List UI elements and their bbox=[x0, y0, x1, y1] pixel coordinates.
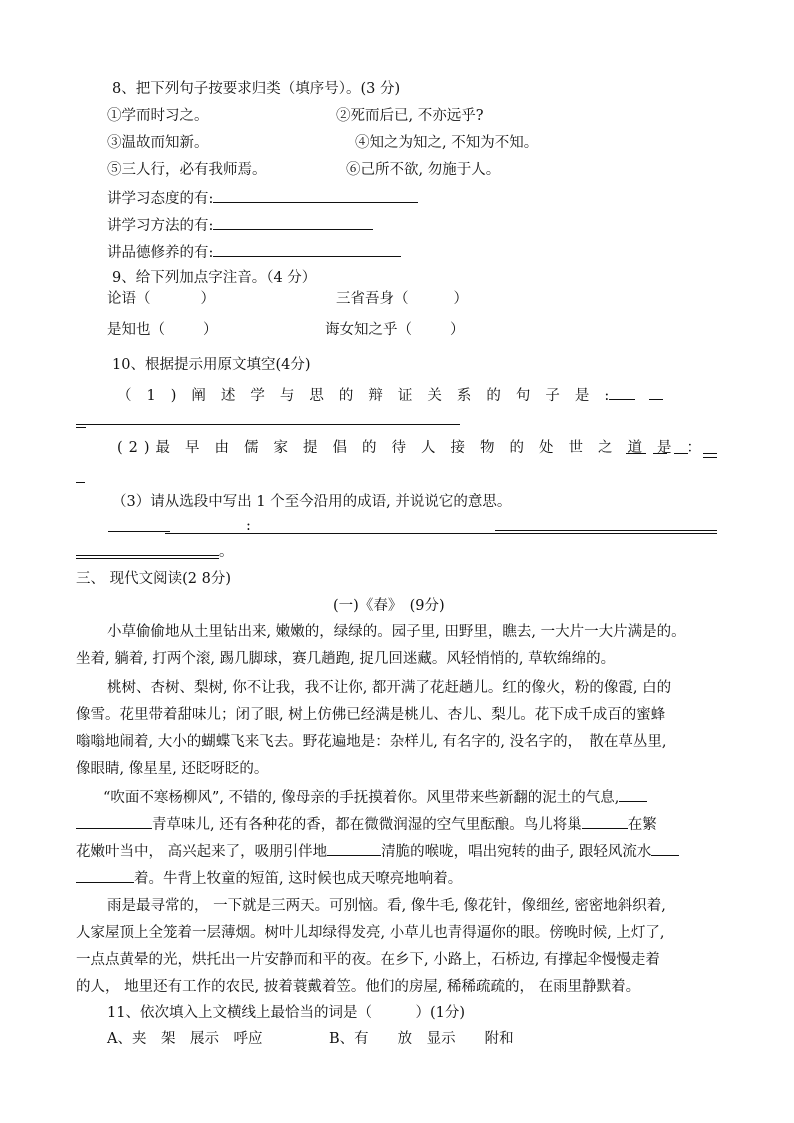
q8-answer-virtue[interactable] bbox=[213, 241, 401, 257]
q8-answer-method[interactable] bbox=[213, 214, 373, 230]
q9-word-3-close: ） bbox=[203, 322, 218, 338]
q8-item-2: ②死而后已, 不亦远乎? bbox=[336, 108, 484, 124]
q10-part1-colon: : bbox=[604, 388, 610, 404]
section3-subtitle: (一)《春》 (9分) bbox=[333, 598, 445, 614]
q8-category-attitude bbox=[107, 187, 418, 209]
blank-3[interactable] bbox=[327, 840, 381, 856]
q9-word-4-close: ） bbox=[450, 322, 465, 338]
passage-p1-line2: 坐着, 躺着, 打两个滚, 踢几脚球，赛几趟跑, 捉几回迷藏。风轻悄悄的, 草软绵绵的。 bbox=[76, 651, 616, 667]
q9-word-2 bbox=[336, 289, 468, 309]
q10-part2-text: 最早由儒家提倡的待人接物的处世之道是 bbox=[155, 440, 687, 456]
q10-part2-answer-line[interactable] bbox=[76, 482, 85, 483]
q10-part3-meaning-line-b bbox=[495, 530, 717, 531]
passage-p2-line2: 像雪。花里带着甜味儿；闭了眼, 树上仿佛已经满是桃儿、杏儿、梨儿。花下成千成百的蜜蜂 bbox=[76, 707, 666, 723]
section3-title: 三、 现代文阅读(2 8分) bbox=[76, 571, 231, 587]
q9-word-4 bbox=[325, 320, 465, 340]
q10-part3-answer-line[interactable] bbox=[76, 555, 219, 556]
passage-p3-line4-text: 着。牛背上牧童的短笛, 这时候也成天嘹亮地响着。 bbox=[134, 871, 463, 887]
passage-p3-line2-end: 在繁 bbox=[627, 817, 657, 833]
q9-word-1-label: 论语（ bbox=[107, 291, 151, 307]
passage-p4-line1: 雨是最寻常的， 一下就是三两天。可别恼。看, 像牛毛, 像花针，像细丝, 密密地斜织着, bbox=[107, 898, 666, 914]
q10-part2 bbox=[117, 438, 701, 458]
q10-part3-answer-line-b bbox=[76, 558, 219, 559]
q8-category-method-label: 讲学习方法的有: bbox=[107, 218, 214, 234]
q10-title: 10、根据提示用原文填空(4分) bbox=[112, 357, 311, 373]
passage-p1-line1: 小草偷偷地从土里钻出来, 嫩嫩的，绿绿的。园子里, 田野里，瞧去, 一大片一大片满是的。 bbox=[107, 624, 686, 640]
blank-4b[interactable] bbox=[76, 867, 134, 883]
q8-title: 8、把下列句子按要求归类（填序号）。(3 分) bbox=[112, 81, 401, 97]
q11-title: 11、依次填入上文横线上最恰当的词是（ ）(1分) bbox=[107, 1005, 465, 1021]
q10-part1 bbox=[117, 384, 663, 406]
q10-part1-blank-b[interactable] bbox=[649, 384, 663, 400]
q8-item-3: ③温故而知新。 bbox=[107, 135, 209, 151]
q10-part3-idiom-blank[interactable] bbox=[108, 531, 170, 532]
q9-word-4-label: 诲女知之乎（ bbox=[325, 322, 412, 338]
q10-part3-colon: : bbox=[246, 518, 251, 534]
passage-p4-line2: 人家屋顶上全笼着一层薄烟。树叶儿却绿得发亮, 小草儿也青得逼你的眼。傍晚时候, 上灯了, bbox=[76, 925, 665, 941]
q9-word-1 bbox=[107, 289, 215, 309]
q8-category-method bbox=[107, 214, 373, 236]
passage-p3-line2 bbox=[76, 813, 657, 835]
q8-item-4: ④知之为知之, 不知为不知。 bbox=[355, 135, 539, 151]
q9-title: 9、给下列加点字注音。（4 分） bbox=[112, 270, 317, 286]
passage-p3-line3 bbox=[76, 840, 679, 862]
q10-part2-blank-b[interactable] bbox=[653, 453, 667, 454]
q8-category-virtue-label: 讲品德修养的有: bbox=[107, 245, 214, 261]
q10-part2-blank-c[interactable] bbox=[674, 453, 688, 454]
q10-part1-text: 阐述学与思的辩证关系的句子是 bbox=[191, 388, 605, 404]
q10-part1-answer-line-mark bbox=[76, 427, 86, 428]
q10-part3: （3）请从选段中写出 1 个至今沿用的成语, 并说说它的意思。 bbox=[112, 494, 512, 510]
passage-p3-line3-end: 清脆的喉咙，唱出宛转的曲子, 跟轻风流水 bbox=[381, 844, 652, 860]
q8-category-virtue bbox=[107, 241, 401, 263]
q8-item-5: ⑤三人行，必有我师焉。 bbox=[107, 162, 267, 178]
passage-p2-line3: 嗡嗡地闹着, 大小的蝴蝶飞来飞去。野花遍地是：杂样儿, 有名字的, 没名字的， 散在草丛里, bbox=[76, 734, 667, 750]
blank-1a[interactable] bbox=[619, 786, 647, 802]
q9-word-2-close: ） bbox=[453, 291, 468, 307]
q9-word-3 bbox=[107, 320, 218, 340]
q10-part1-answer-line[interactable] bbox=[76, 424, 460, 425]
passage-p2-line1: 桃树、杏树、梨树, 你不让我，我不让你, 都开满了花赶趟儿。红的像火，粉的像霞, 白的 bbox=[107, 680, 672, 696]
passage-p3-line3-text: 花嫩叶当中， 高兴起来了，吸朋引伴地 bbox=[76, 844, 328, 860]
blank-1b[interactable] bbox=[76, 813, 152, 829]
q10-part1-blank-a[interactable] bbox=[609, 384, 635, 400]
q9-word-1-close: ） bbox=[200, 291, 215, 307]
blank-4a[interactable] bbox=[651, 840, 679, 856]
q10-part1-open: （ bbox=[117, 388, 147, 404]
q11-option-a[interactable]: A、夹 架 展示 呼应 bbox=[107, 1031, 263, 1047]
q10-part2-colon: ： bbox=[686, 440, 702, 456]
q11-option-b[interactable]: B、有 放 显示 附和 bbox=[329, 1031, 514, 1047]
passage-p4-line3: 一点点黄晕的光，烘托出一片安静而和平的夜。在乡下, 小路上，石桥边, 有撑起伞慢慢走着 bbox=[76, 952, 660, 968]
passage-p3-line1-text: “吹面不寒杨柳风”, 不错的, 像母亲的手抚摸着你。风里带来些新翻的泥土的气息, bbox=[103, 790, 620, 806]
q8-item-6: ⑥己所不欲, 勿施于人。 bbox=[346, 162, 501, 178]
passage-p3-line2-text: 青草味儿, 还有各种花的香，都在微微润湿的空气里酝酿。鸟儿将巢 bbox=[152, 817, 582, 833]
q10-part2-blank-d[interactable] bbox=[703, 453, 717, 454]
passage-p3-line4 bbox=[76, 867, 462, 889]
q10-part2-num: (2) bbox=[117, 440, 156, 456]
q10-part3-end: 。 bbox=[219, 544, 234, 560]
q8-item-1: ①学而时习之。 bbox=[107, 108, 209, 124]
q8-category-attitude-label: 讲学习态度的有: bbox=[107, 191, 214, 207]
passage-p3-line1 bbox=[103, 786, 647, 808]
q9-word-3-label: 是知也（ bbox=[107, 322, 165, 338]
q10-part1-num: 1) bbox=[146, 388, 192, 404]
passage-p4-line4: 的人， 地里还有工作的农民, 披着蓑戴着笠。他们的房屋, 稀稀疏疏的， 在雨里静默着。 bbox=[76, 979, 641, 995]
q8-answer-attitude[interactable] bbox=[213, 187, 418, 203]
q10-part2-blank-e bbox=[703, 457, 717, 458]
q10-part2-blank-a[interactable] bbox=[626, 453, 646, 454]
blank-2[interactable] bbox=[582, 813, 628, 829]
passage-p2-line4: 像眼睛, 像星星, 还眨呀眨的。 bbox=[76, 761, 269, 777]
q9-word-2-label: 三省吾身（ bbox=[336, 291, 409, 307]
